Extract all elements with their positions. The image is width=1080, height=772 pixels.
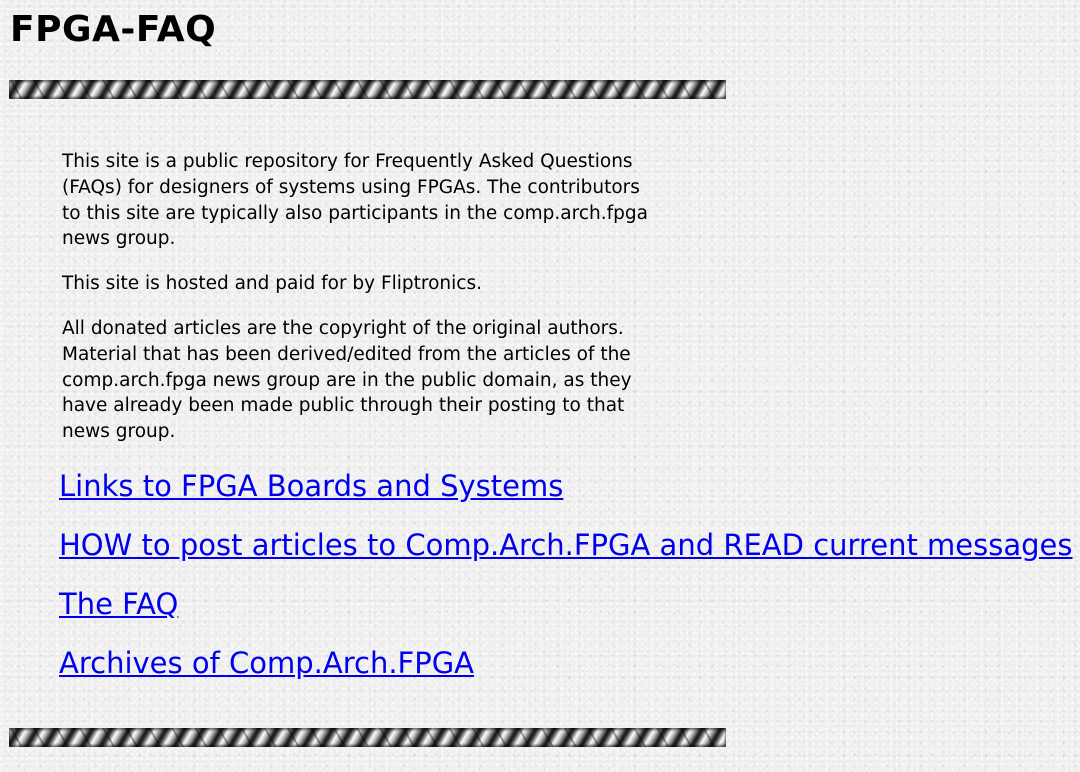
page-title: FPGA-FAQ [10, 9, 217, 50]
link-archives[interactable]: Archives of Comp.Arch.FPGA [59, 646, 475, 680]
link-how-to-post[interactable]: HOW to post articles to Comp.Arch.FPGA and READ current messages [59, 528, 1073, 562]
intro-paragraph-hosting: This site is hosted and paid for by Fliptronics. [62, 273, 482, 295]
intro-text [62, 149, 662, 464]
rope-divider-bottom [9, 728, 726, 747]
link-list [59, 466, 1072, 702]
intro-paragraph-repository: This site is a public repository for Frequently Asked Questions (FAQs) for designers of systems using FPGAs. The contributors to this site are typically also participants in the comp.arch.fpga news group. [62, 151, 648, 250]
link-fpga-boards[interactable]: Links to FPGA Boards and Systems [59, 469, 564, 503]
link-the-faq[interactable]: The FAQ [59, 587, 179, 621]
intro-paragraph-copyright: All donated articles are the copyright of the original authors. Material that has been derived/edited from the articles of the comp.arch.fpga news group are in the public domain, as they have already been made public through their posting to that news group. [62, 317, 632, 443]
rope-divider-top [9, 80, 726, 99]
